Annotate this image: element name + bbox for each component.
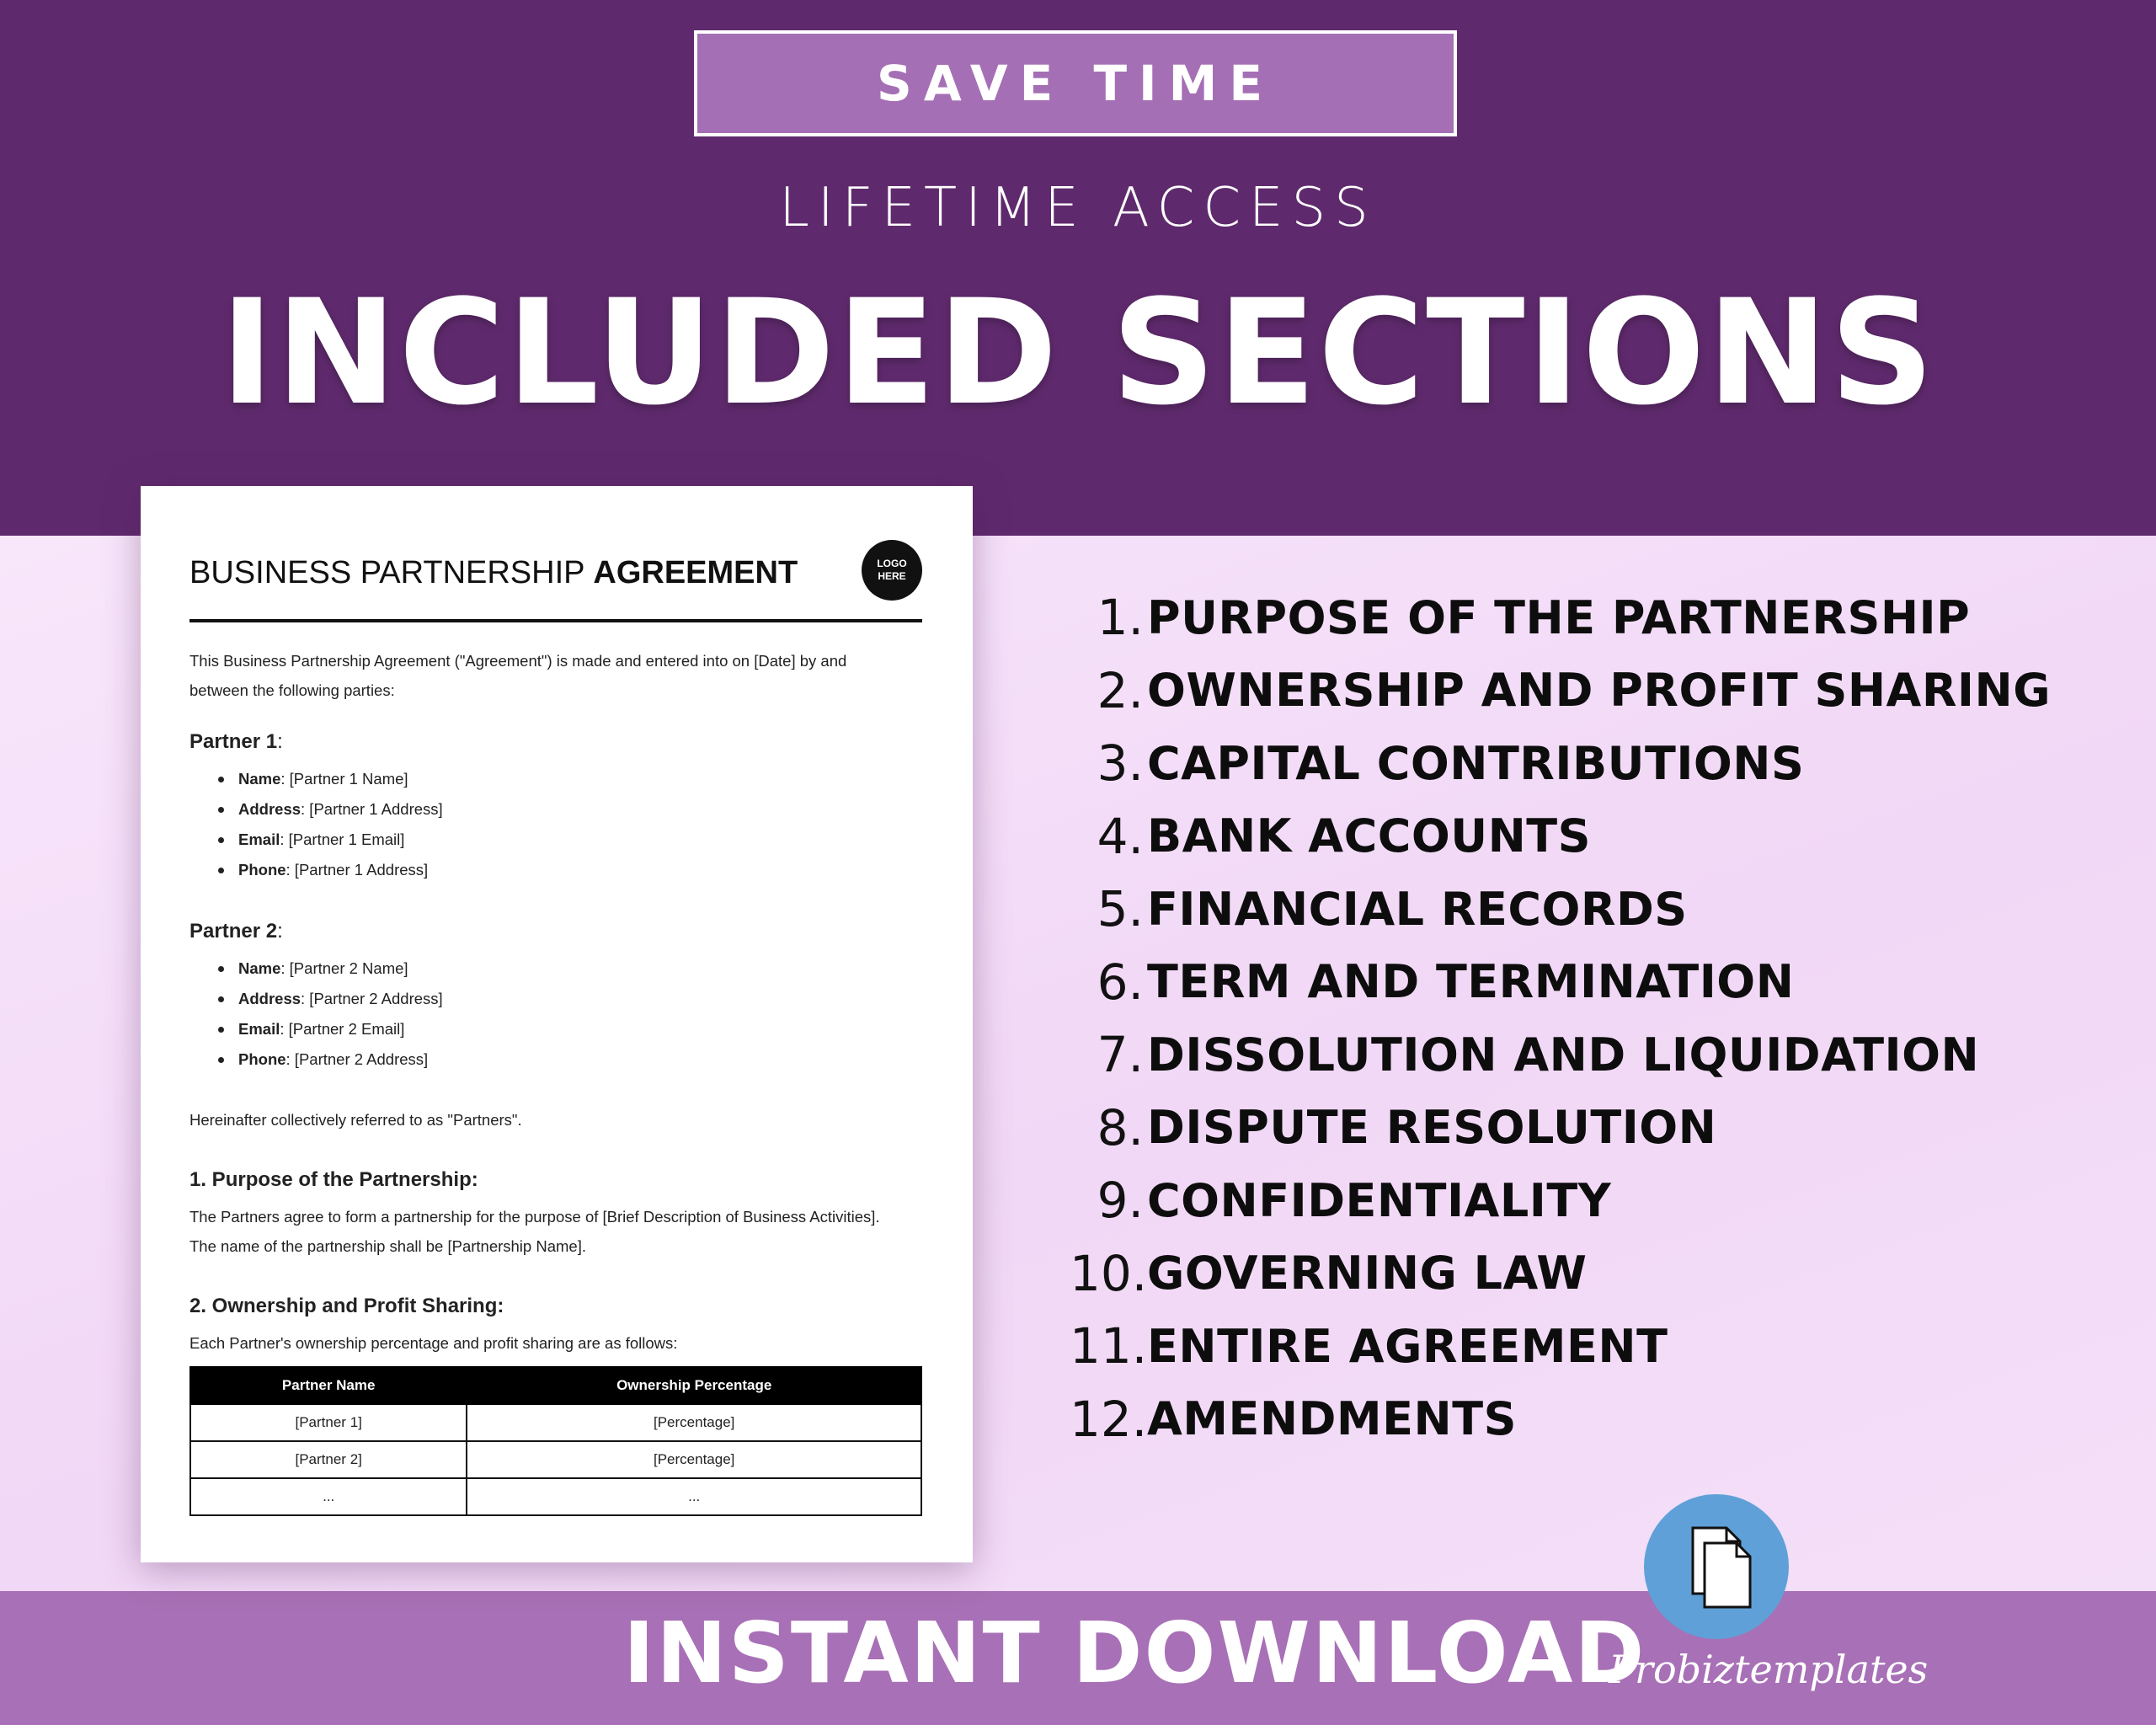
partner-1-details <box>218 764 443 885</box>
table-row <box>190 1404 921 1441</box>
save-time-badge <box>694 30 1457 136</box>
list-item: 1. PURPOSE OF THE PARTNERSHIP <box>1097 589 1971 647</box>
list-item: 8. DISPUTE RESOLUTION <box>1097 1098 1717 1156</box>
list-item: 5. FINANCIAL RECORDS <box>1097 880 1688 938</box>
table-cell: ... <box>190 1478 467 1515</box>
list-item: 10. GOVERNING LAW <box>1070 1244 1588 1302</box>
brand-name: Probiztemplates <box>1609 1647 1929 1692</box>
ownership-table <box>189 1366 922 1516</box>
title-divider <box>189 619 922 622</box>
list-item: 12. AMENDMENTS <box>1070 1390 1517 1448</box>
partner-2-heading: Partner 2: <box>189 920 283 943</box>
table-cell: [Partner 1] <box>190 1404 467 1441</box>
list-item: Address: [Partner 2 Address] <box>218 984 443 1014</box>
list-item: Email: [Partner 1 Email] <box>218 825 443 855</box>
list-item: Email: [Partner 2 Email] <box>218 1014 443 1044</box>
brand-logo <box>1644 1494 1789 1639</box>
partner-2-details <box>218 953 443 1075</box>
table-cell: [Partner 2] <box>190 1441 467 1478</box>
section-2-text: Each Partner's ownership percentage and profit sharing are as follows: <box>189 1334 678 1352</box>
list-item: Name: [Partner 1 Name] <box>218 764 443 794</box>
sections-list <box>1070 581 2051 1455</box>
table-cell: [Percentage] <box>467 1404 921 1441</box>
intro-text: This Business Partnership Agreement ("Agreement") is made and entered into on [Date] by and between the following parties: <box>189 652 847 699</box>
instant-download-label: INSTANT DOWNLOAD <box>623 1604 1646 1702</box>
list-item: 6. TERM AND TERMINATION <box>1097 953 1795 1011</box>
table-row <box>190 1478 921 1515</box>
list-item: 2. OWNERSHIP AND PROFIT SHARING <box>1097 661 2052 719</box>
list-item: Name: [Partner 2 Name] <box>218 953 443 984</box>
page-title: INCLUDED SECTIONS <box>220 268 1936 437</box>
section-2-heading: 2. Ownership and Profit Sharing: <box>189 1295 504 1317</box>
list-item: 4. BANK ACCOUNTS <box>1097 807 1592 865</box>
column-header: Partner Name <box>190 1367 467 1404</box>
document-title: BUSINESS PARTNERSHIP AGREEMENT <box>189 555 798 590</box>
document-preview <box>141 486 973 1562</box>
hereinafter-text: Hereinafter collectively referred to as "Partners". <box>189 1111 522 1129</box>
list-item: Address: [Partner 1 Address] <box>218 794 443 825</box>
table-row <box>190 1441 921 1478</box>
list-item: Phone: [Partner 1 Address] <box>218 855 443 885</box>
section-1-text: The Partners agree to form a partnership for the purpose of [Brief Description of Business Activities]. The name of the partnership shall be [Partnership Name]. <box>189 1208 880 1255</box>
section-1-heading: 1. Purpose of the Partnership: <box>189 1168 478 1191</box>
list-item: 3. CAPITAL CONTRIBUTIONS <box>1097 734 1805 793</box>
list-item: 11. ENTIRE AGREEMENT <box>1070 1317 1668 1375</box>
documents-icon <box>1644 1494 1789 1639</box>
partner-1-heading: Partner 1: <box>189 730 283 753</box>
logo-placeholder: LOGO HERE <box>862 540 922 601</box>
list-item: Phone: [Partner 2 Address] <box>218 1044 443 1075</box>
table-header-row <box>190 1367 921 1404</box>
badge-label: SAVE TIME <box>877 55 1274 112</box>
list-item: 9. CONFIDENTIALITY <box>1097 1172 1612 1230</box>
column-header: Ownership Percentage <box>467 1367 921 1404</box>
subtitle: LIFETIME ACCESS <box>779 177 1377 239</box>
list-item: 7. DISSOLUTION AND LIQUIDATION <box>1097 1026 1980 1084</box>
table-cell: [Percentage] <box>467 1441 921 1478</box>
table-cell: ... <box>467 1478 921 1515</box>
